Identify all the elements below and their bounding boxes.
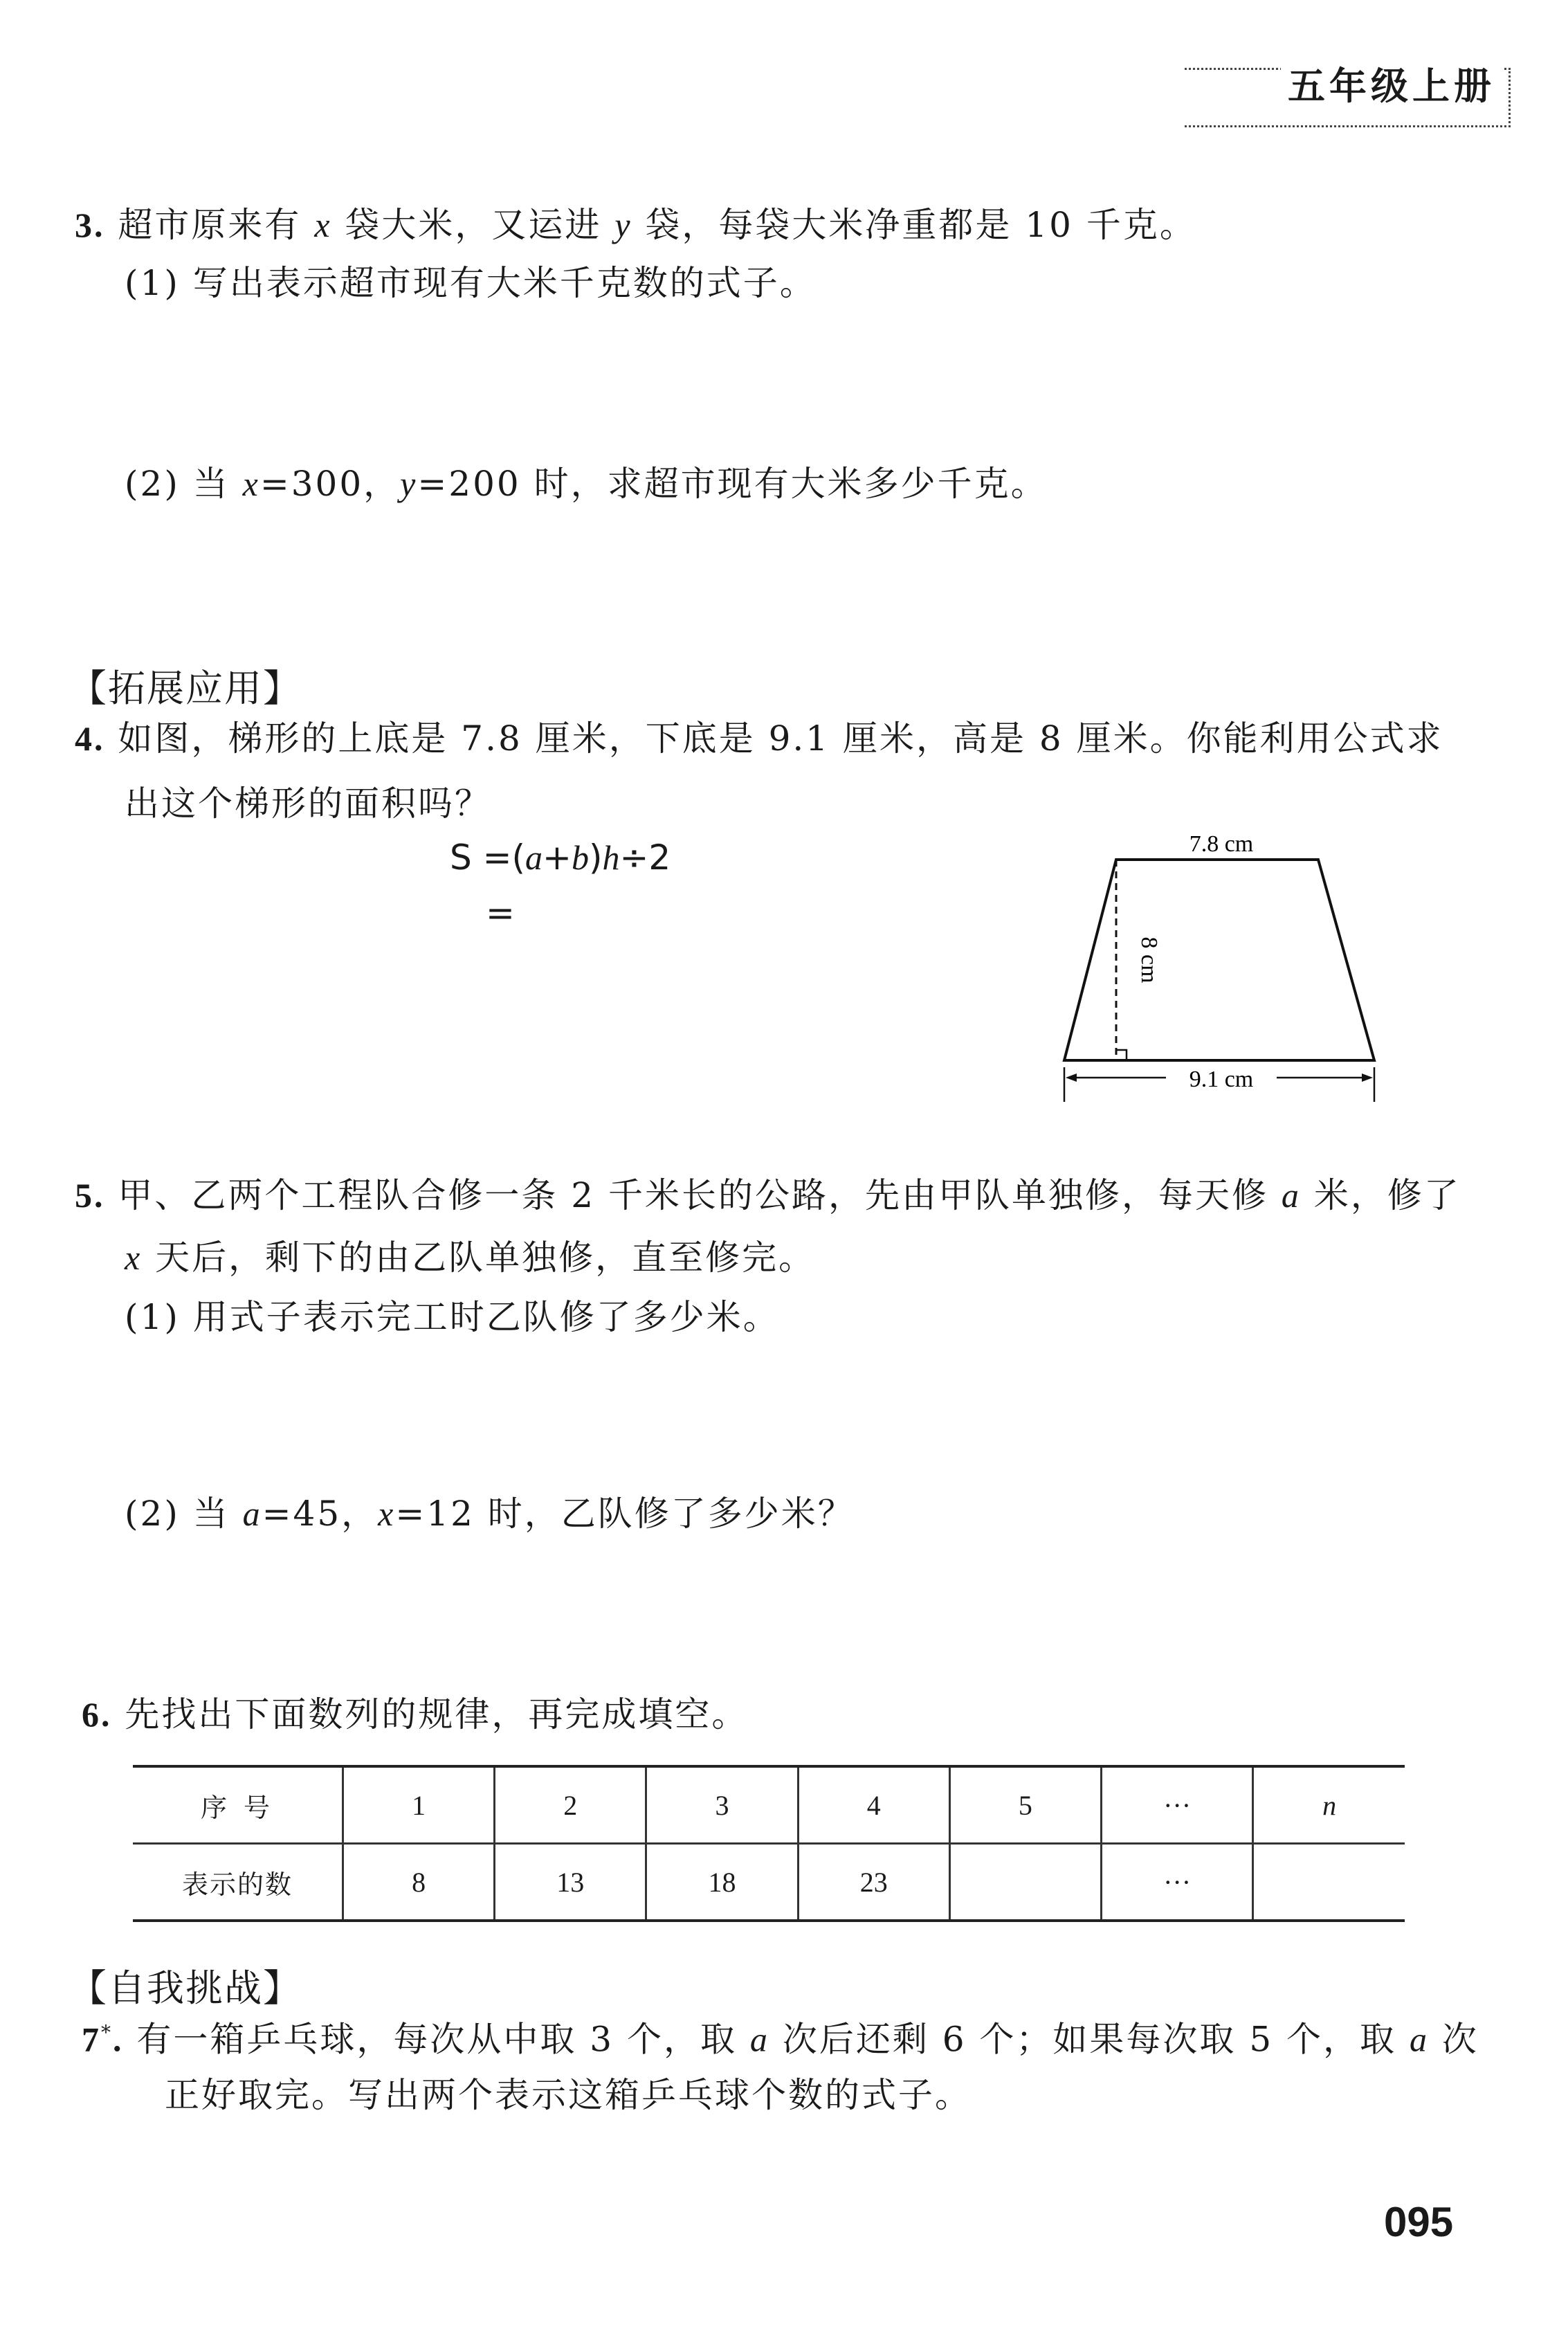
question-text: 有一箱乒乓球，每次从中取 3 个，取 — [136, 2019, 738, 2060]
variable-x: x — [125, 1238, 143, 1277]
question-text: 米，修了 — [1313, 1175, 1461, 1215]
table-cell: 1 — [343, 1766, 495, 1844]
page-number: 095 — [1384, 2199, 1454, 2245]
table-cell: ··· — [1102, 1766, 1253, 1844]
question-number: 7 — [82, 2020, 101, 2059]
variable-y: y — [400, 464, 418, 503]
question-4 — [75, 717, 1443, 760]
table-cell: 8 — [343, 1844, 495, 1921]
formula-part: ) — [588, 837, 603, 878]
area-formula — [450, 837, 671, 878]
question-3-part-2 — [125, 462, 1048, 505]
variable-a: a — [525, 838, 543, 877]
variable-b: b — [571, 838, 589, 877]
question-4-line-2: 出这个梯形的面积吗？ — [125, 783, 491, 824]
variable-a: a — [1409, 2020, 1429, 2059]
right-angle-mark — [1116, 1050, 1127, 1060]
question-5-line-2 — [125, 1236, 815, 1279]
variable-x: x — [314, 206, 332, 244]
table-row — [133, 1766, 1405, 1844]
question-6 — [82, 1693, 748, 1736]
question-5-part-1: (1) 用式子表示完工时乙队修了多少米。 — [125, 1297, 780, 1337]
arrow-head — [1362, 1073, 1373, 1082]
height-label: 8 cm — [1136, 936, 1162, 984]
section-heading-expand: 【拓展应用】 — [69, 667, 302, 710]
part-text: =300， — [259, 464, 401, 504]
arrow-head — [1066, 1073, 1077, 1082]
part-text: =200 时，求超市现有大米多少千克。 — [417, 464, 1048, 504]
question-text: 袋，每袋大米净重都是 10 千克。 — [645, 205, 1196, 245]
header-title: 五年级上册 — [1281, 57, 1502, 110]
trapezoid-outline — [1064, 860, 1374, 1060]
table-cell: 3 — [646, 1766, 798, 1844]
question-7-line-2: 正好取完。写出两个表示这箱乒乓球个数的式子。 — [165, 2075, 972, 2115]
optional-star: * — [101, 2021, 113, 2044]
variable-a: a — [1281, 1176, 1301, 1215]
formula-equals: = — [486, 893, 515, 933]
formula-part: ÷2 — [619, 837, 671, 878]
variable-x: x — [378, 1494, 396, 1533]
blank-cell — [1253, 1844, 1405, 1921]
table-cell: 2 — [495, 1766, 646, 1844]
part-text: (2) 当 — [125, 1494, 230, 1534]
blank-cell — [949, 1844, 1101, 1921]
question-text: 先找出下面数列的规律，再完成填空。 — [125, 1694, 749, 1734]
part-text: =12 时，乙队修了多少米？ — [395, 1494, 855, 1534]
bottom-base-label: 9.1 cm — [1189, 1067, 1254, 1092]
question-text: 超市原来有 — [118, 205, 302, 245]
table-header-cell: 序 号 — [133, 1766, 343, 1844]
question-number: 4. — [75, 719, 105, 758]
question-7 — [82, 2011, 1479, 2061]
question-5-part-2 — [125, 1492, 855, 1535]
part-text: (2) 当 — [125, 464, 230, 504]
table-cell: 23 — [798, 1844, 949, 1921]
table-cell: 5 — [949, 1766, 1101, 1844]
sequence-table — [133, 1765, 1405, 1922]
variable-x: x — [242, 464, 260, 503]
top-base-label: 7.8 cm — [1189, 831, 1254, 857]
question-number: 5. — [75, 1176, 105, 1215]
table-cell: 4 — [798, 1766, 949, 1844]
variable-y: y — [614, 206, 632, 244]
question-text: 甲、乙两个工程队合修一条 2 千米长的公路，先由甲队单独修，每天修 — [118, 1175, 1269, 1215]
variable-a: a — [242, 1494, 262, 1533]
table-header-cell: 表示的数 — [133, 1844, 343, 1921]
question-3 — [75, 203, 1196, 246]
question-number-dot: . — [113, 2020, 124, 2059]
question-text: 次后还剩 6 个；如果每次取 5 个，取 — [782, 2019, 1397, 2060]
variable-a: a — [749, 2020, 769, 2059]
table-cell: 13 — [495, 1844, 646, 1921]
table-row — [133, 1844, 1405, 1921]
question-text: 次 — [1441, 2019, 1479, 2060]
variable-h: h — [602, 838, 620, 877]
question-text: 袋大米，又运进 — [345, 205, 602, 245]
question-text: 如图，梯形的上底是 7.8 厘米，下底是 9.1 厘米，高是 8 厘米。你能利用公式求 — [118, 718, 1443, 759]
question-number: 3. — [75, 206, 105, 244]
question-5 — [75, 1174, 1461, 1217]
formula-part: S =( — [450, 837, 526, 878]
question-number: 6. — [82, 1695, 112, 1734]
trapezoid-figure — [1052, 824, 1398, 1107]
part-text: =45， — [262, 1494, 379, 1534]
question-text: 天后，剩下的由乙队单独修，直至修完。 — [155, 1238, 816, 1278]
formula-part: + — [543, 837, 572, 878]
section-heading-challenge: 【自我挑战】 — [69, 1966, 302, 2010]
question-3-part-1: (1) 写出表示超市现有大米千克数的式子。 — [125, 263, 817, 303]
table-cell: n — [1253, 1766, 1405, 1844]
table-cell: 18 — [646, 1844, 798, 1921]
table-cell: ··· — [1102, 1844, 1253, 1921]
